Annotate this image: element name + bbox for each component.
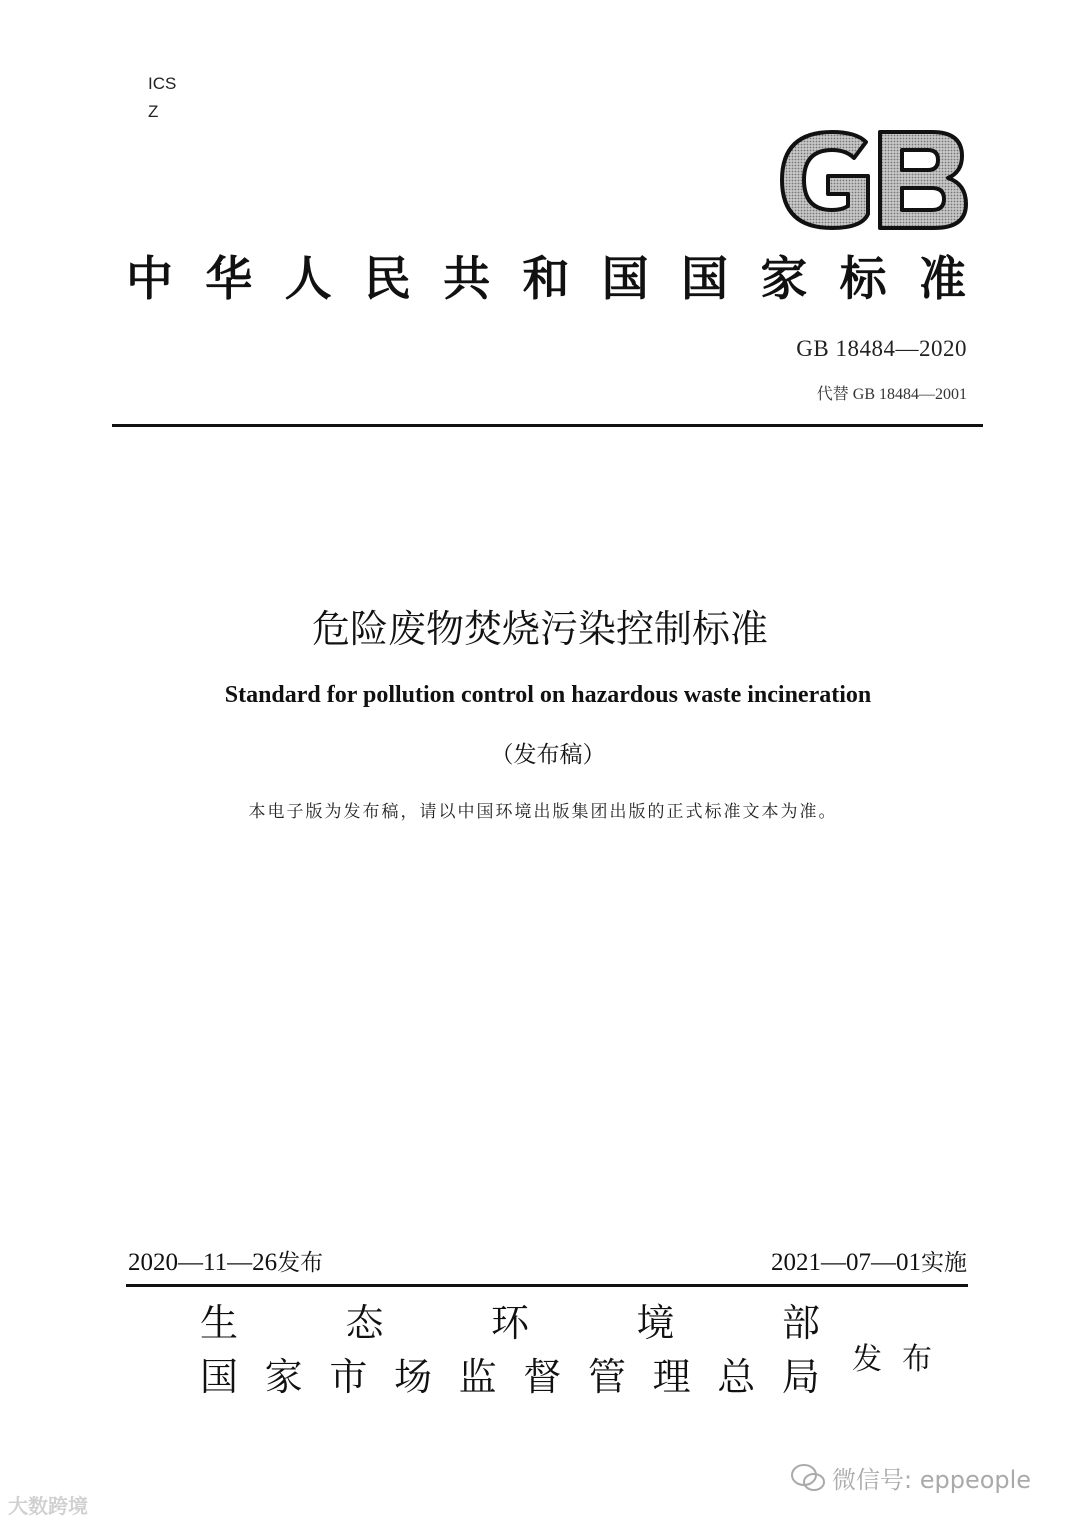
document-title-cn: 危险废物焚烧污染控制标准 — [311, 607, 768, 651]
national-title-char: 准 — [918, 252, 966, 307]
issuer-char: 境 — [636, 1301, 675, 1345]
national-title-char: 标 — [839, 252, 887, 307]
ics-label: ICS — [148, 74, 177, 93]
publish-word: 发布 — [277, 1250, 324, 1276]
edition-note: 本电子版为发布稿，请以中国环境出版集团出版的正式标准文本为准。 — [248, 802, 838, 822]
effective-date-line — [771, 1244, 967, 1277]
watermark-right — [790, 1460, 1031, 1495]
issuer-char: 国 — [200, 1355, 239, 1399]
issuer-char: 督 — [523, 1355, 562, 1399]
issue-char: 布 — [902, 1342, 932, 1377]
publish-date: 2020—11—26 — [128, 1249, 278, 1276]
issue-word — [852, 1334, 932, 1378]
issuer-char: 场 — [393, 1355, 432, 1399]
wechat-icon — [790, 1463, 826, 1493]
issuer-char: 市 — [329, 1355, 368, 1399]
issuer-char: 管 — [587, 1355, 626, 1399]
issue-char: 发 — [852, 1342, 882, 1377]
gb-logo — [776, 128, 970, 232]
national-title-char: 人 — [284, 252, 332, 307]
issuer-char: 监 — [458, 1355, 497, 1399]
footer-divider — [126, 1284, 968, 1287]
national-title-char: 华 — [205, 252, 253, 307]
national-title-char: 中 — [126, 252, 173, 307]
issuer-char: 理 — [652, 1355, 691, 1399]
header-divider — [112, 424, 983, 427]
national-title-char: 家 — [760, 252, 808, 307]
issuer-char: 环 — [490, 1301, 529, 1345]
issuer-char: 部 — [781, 1301, 820, 1345]
national-title-char: 共 — [443, 252, 491, 307]
issuer-char: 生 — [200, 1301, 239, 1345]
publish-date-line — [128, 1244, 323, 1277]
issuer-char: 总 — [717, 1355, 756, 1399]
ccs-label: Z — [148, 102, 159, 121]
watermark-right-text: 微信号: eppeople — [832, 1466, 1032, 1494]
national-title-char: 民 — [363, 252, 411, 307]
issuer-administration — [200, 1352, 820, 1402]
replaces-standard: 代替 GB 18484—2001 — [816, 386, 967, 403]
standard-number: GB 18484—2020 — [796, 336, 967, 361]
effective-date: 2021—07—01 — [771, 1249, 921, 1276]
classification-codes — [148, 70, 176, 126]
national-standard-title — [126, 250, 966, 310]
logo-text: GB — [776, 128, 778, 129]
draft-label: （发布稿） — [490, 742, 606, 768]
watermark-left: 大数跨境 — [8, 1494, 88, 1518]
issuer-ministry — [200, 1298, 820, 1348]
document-title-en: Standard for pollution control on hazardous waste incineration — [224, 682, 872, 708]
national-title-char: 国 — [601, 252, 649, 307]
national-title-char: 和 — [522, 252, 570, 307]
effective-word: 实施 — [921, 1250, 967, 1276]
issuer-char: 态 — [345, 1301, 384, 1345]
issuer-char: 局 — [781, 1355, 820, 1399]
issuer-char: 家 — [264, 1355, 303, 1399]
national-title-char: 国 — [681, 252, 729, 307]
